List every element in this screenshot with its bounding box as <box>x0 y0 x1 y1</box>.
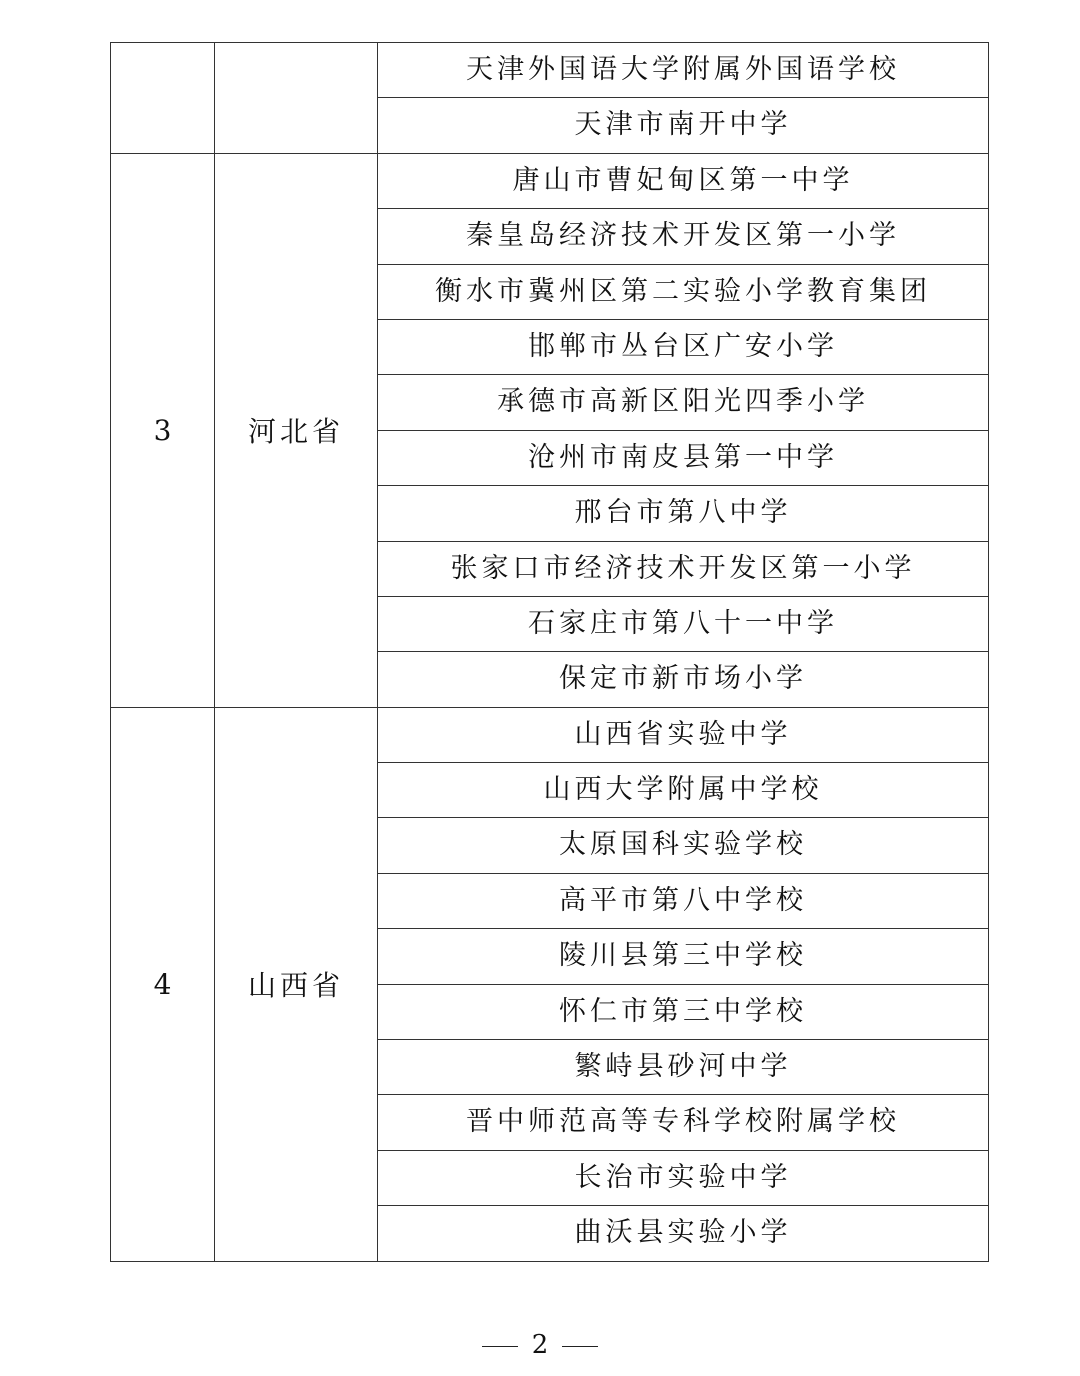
province-cell: 河北省 <box>215 153 378 707</box>
school-name: 山西大学附属中学校 <box>543 774 823 806</box>
school-name: 衡水市冀州区第二实验小学教育集团 <box>435 275 931 307</box>
school-name: 沧州市南皮县第一中学 <box>528 441 838 473</box>
school-cell <box>378 873 989 928</box>
school-name: 山西省实验中学 <box>574 718 792 750</box>
school-name: 太原国科实验学校 <box>559 829 807 861</box>
school-cell <box>378 541 989 596</box>
table-row <box>111 153 989 208</box>
school-cell <box>378 153 989 208</box>
row-index <box>111 43 215 154</box>
schools-table <box>110 42 989 1262</box>
footer-dash-left <box>482 1346 518 1347</box>
school-name: 天津市南开中学 <box>574 109 792 141</box>
school-cell <box>378 707 989 762</box>
row-index: 4 <box>111 707 215 1261</box>
school-name: 邯郸市丛台区广安小学 <box>528 330 838 362</box>
school-name: 唐山市曹妃甸区第一中学 <box>512 164 854 196</box>
footer-dash-right <box>562 1346 598 1347</box>
school-name: 陵川县第三中学校 <box>559 940 807 972</box>
table-body <box>111 43 989 1262</box>
school-cell <box>378 984 989 1039</box>
school-cell <box>378 98 989 153</box>
school-cell <box>378 1206 989 1261</box>
school-cell <box>378 652 989 707</box>
school-name: 天津外国语大学附属外国语学校 <box>466 54 900 85</box>
school-cell <box>378 763 989 818</box>
school-cell <box>378 596 989 651</box>
province-cell <box>215 43 378 154</box>
school-name: 高平市第八中学校 <box>559 884 807 916</box>
school-cell <box>378 319 989 374</box>
school-cell <box>378 375 989 430</box>
school-name: 长治市实验中学 <box>574 1161 792 1193</box>
school-cell <box>378 1040 989 1095</box>
school-name: 秦皇岛经济技术开发区第一小学 <box>466 220 900 252</box>
school-name: 繁峙县砂河中学 <box>574 1051 792 1083</box>
table-row <box>111 707 989 762</box>
page-footer <box>0 1330 1080 1360</box>
school-cell <box>378 264 989 319</box>
school-name: 张家口市经济技术开发区第一小学 <box>450 552 916 584</box>
school-name: 晋中师范高等专科学校附属学校 <box>466 1106 900 1138</box>
school-name: 石家庄市第八十一中学 <box>528 607 838 639</box>
school-name: 怀仁市第三中学校 <box>559 995 807 1027</box>
school-name: 邢台市第八中学 <box>574 497 792 529</box>
school-cell <box>378 43 989 98</box>
school-name: 保定市新市场小学 <box>559 663 807 695</box>
school-cell <box>378 818 989 873</box>
row-index: 3 <box>111 153 215 707</box>
school-name: 曲沃县实验小学 <box>574 1217 792 1249</box>
school-cell <box>378 1095 989 1150</box>
school-cell <box>378 209 989 264</box>
school-cell <box>378 486 989 541</box>
table-row <box>111 43 989 98</box>
school-cell <box>378 1150 989 1205</box>
school-cell <box>378 929 989 984</box>
school-name: 承德市高新区阳光四季小学 <box>497 386 869 418</box>
page-number: 2 <box>531 1330 549 1360</box>
province-cell: 山西省 <box>215 707 378 1261</box>
school-cell <box>378 430 989 485</box>
